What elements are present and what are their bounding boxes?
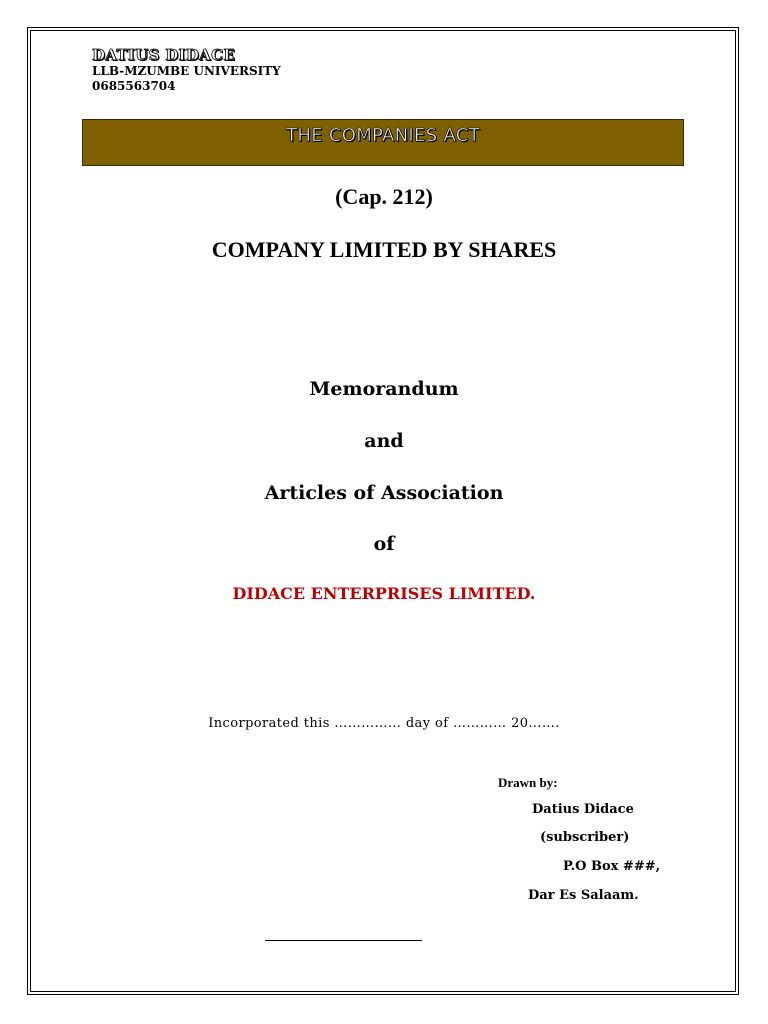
title-and: and xyxy=(364,430,404,452)
act-banner-text: THE COMPANIES ACT xyxy=(286,125,480,146)
author-name: DATIUS DIDACE xyxy=(92,46,236,64)
drawn-by-city: Dar Es Salaam. xyxy=(528,888,639,903)
title-articles: Articles of Association xyxy=(264,482,504,504)
company-type: COMPANY LIMITED BY SHARES xyxy=(211,237,557,262)
drawn-by-name: Datius Didace xyxy=(532,802,634,817)
author-phone: 0685563704 xyxy=(92,79,176,93)
title-of: of xyxy=(373,533,395,555)
drawn-by-role: (subscriber) xyxy=(540,830,630,845)
signature-line xyxy=(265,940,422,941)
page-border xyxy=(30,30,736,992)
title-memorandum: Memorandum xyxy=(309,378,459,400)
author-institution: LLB-MZUMBE UNIVERSITY xyxy=(92,64,281,78)
cap-number: (Cap. 212) xyxy=(335,184,433,209)
company-name: DIDACE ENTERPRISES LIMITED. xyxy=(232,584,536,603)
drawn-by-po-box: P.O Box ###, xyxy=(563,859,661,874)
incorporation-line: Incorporated this …………… day of ………… 20……. xyxy=(208,716,560,731)
drawn-by-label: Drawn by: xyxy=(498,775,558,790)
act-banner xyxy=(82,119,684,166)
author-block xyxy=(92,46,281,94)
